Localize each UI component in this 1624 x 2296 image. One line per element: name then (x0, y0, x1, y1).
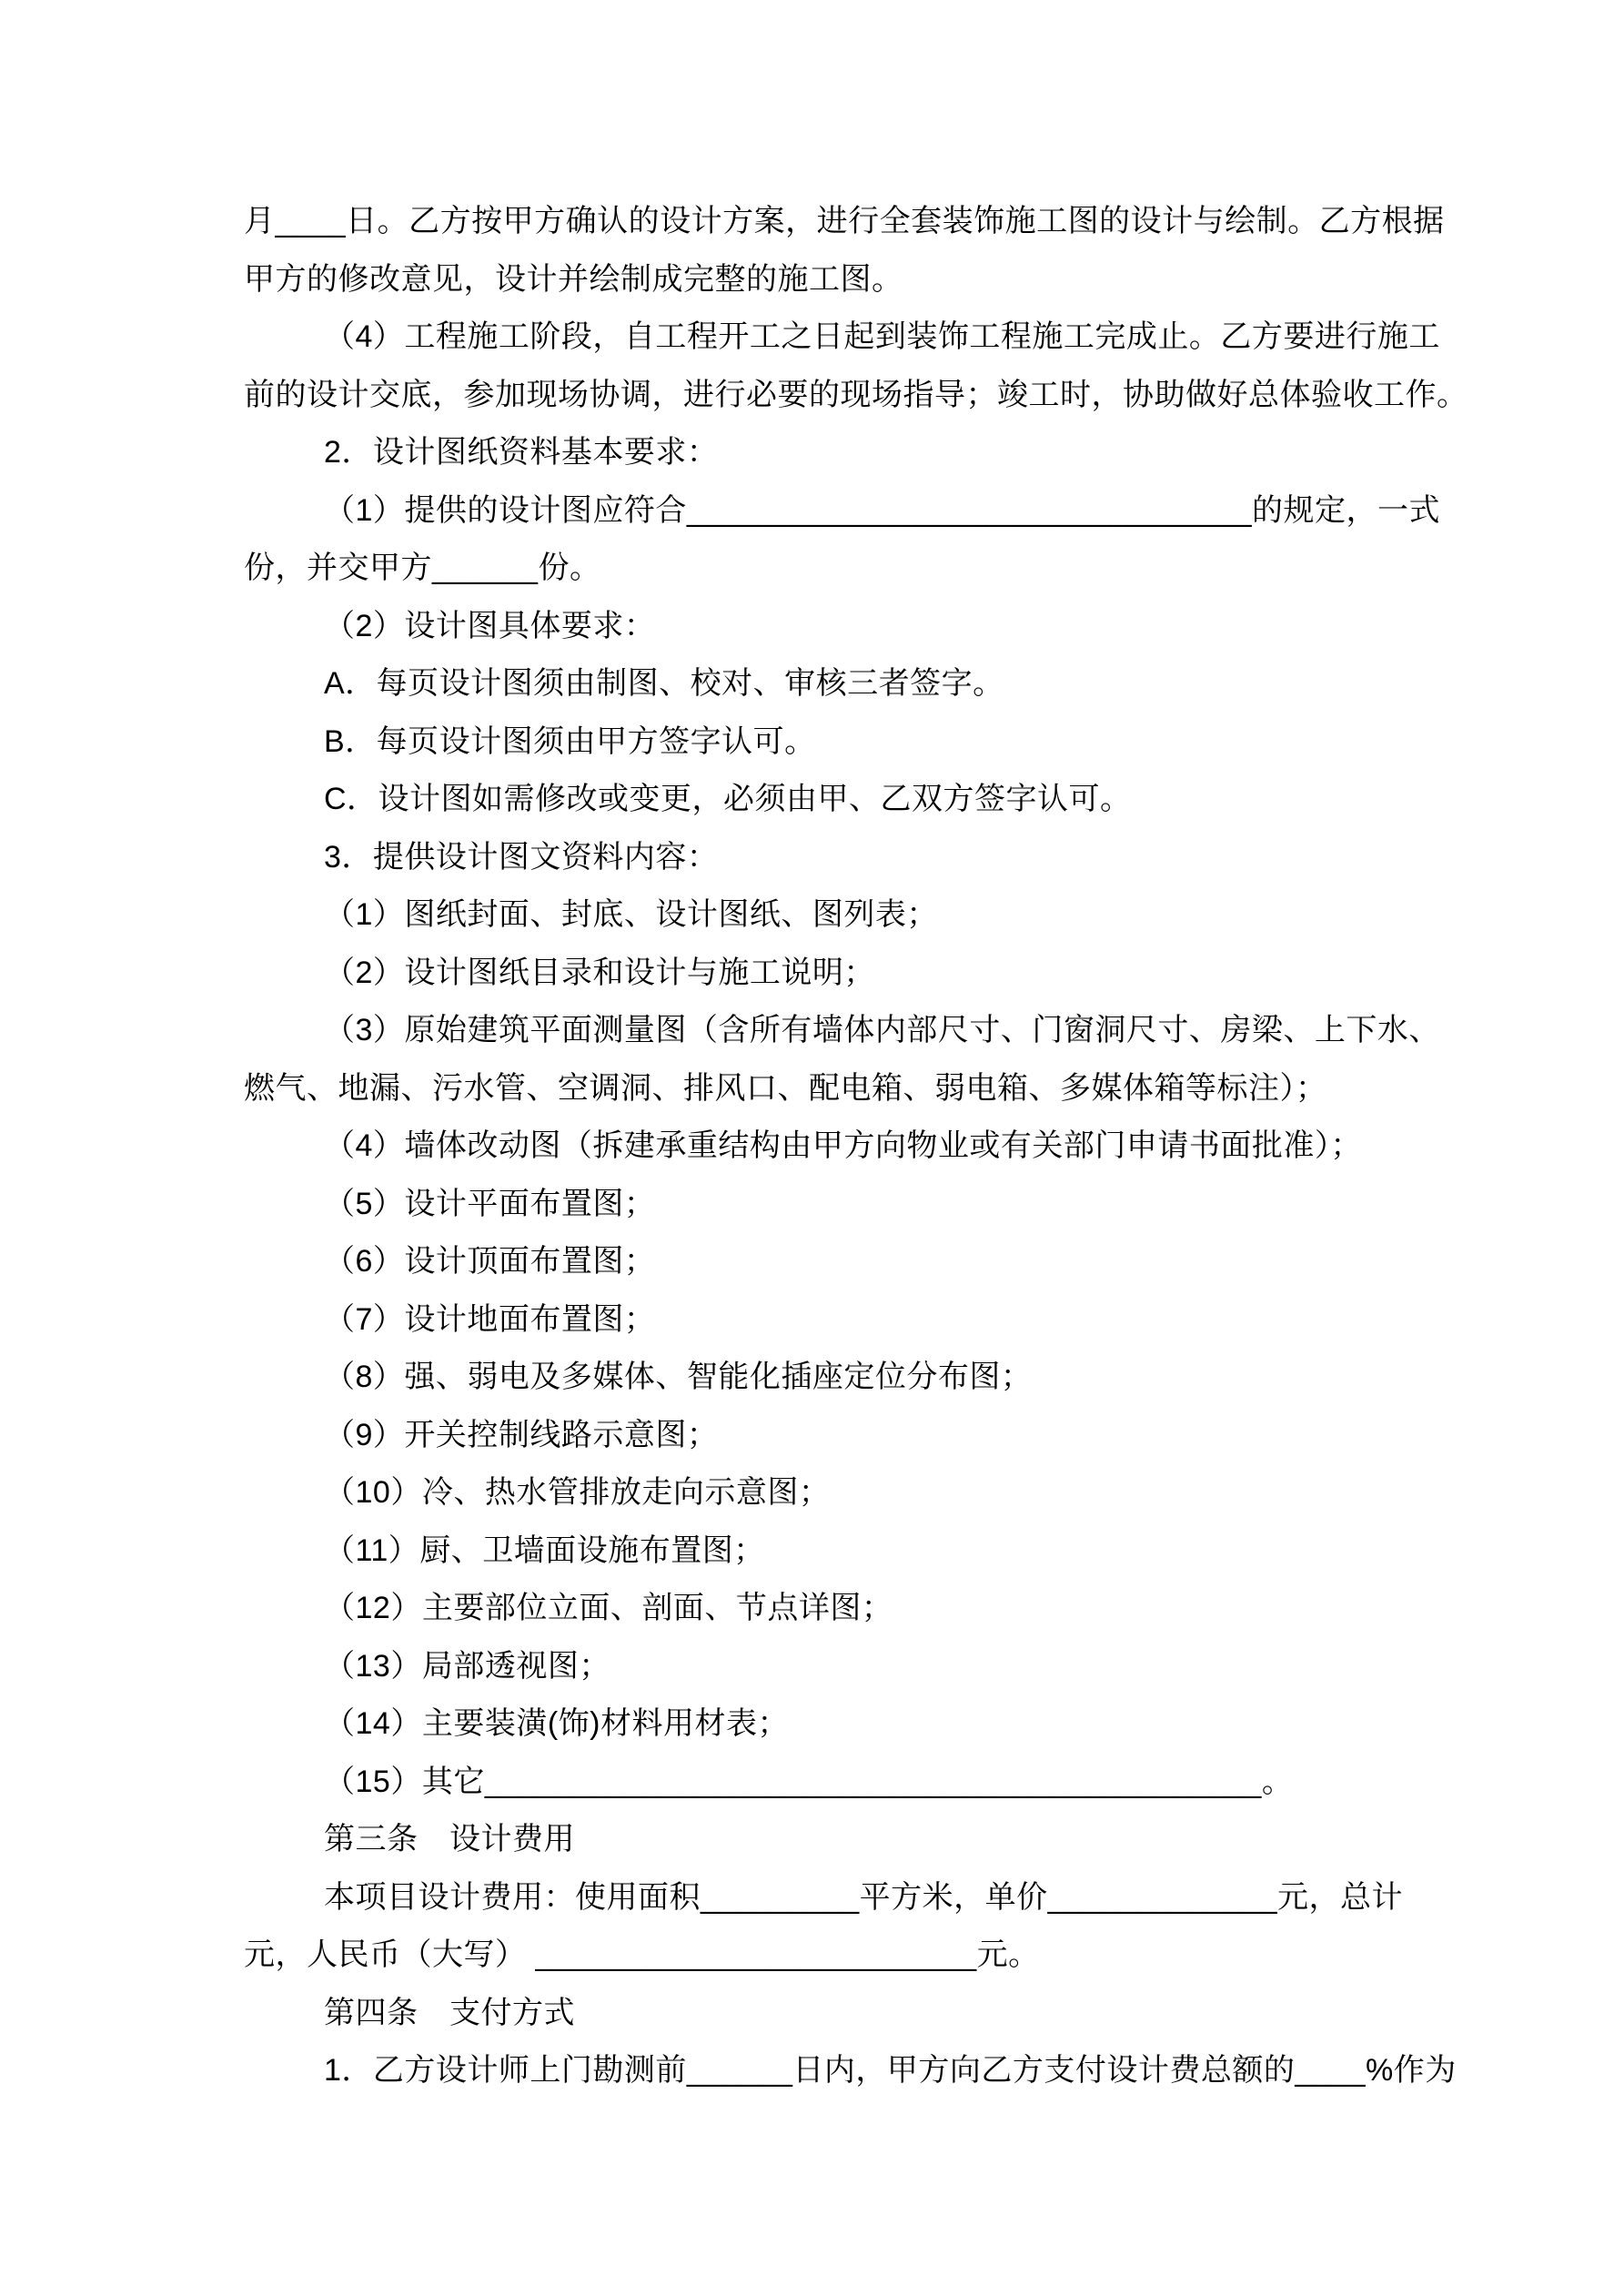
document-line: 甲方的修改意见，设计并绘制成完整的施工图。 (244, 261, 903, 297)
document-line: （14）主要装潢(饰)材料用材表； (324, 1706, 789, 1741)
document-line: （2）设计图具体要求： (324, 608, 656, 643)
document-line: （3）原始建筑平面测量图（含所有墙体内部尺寸、门窗洞尺寸、房梁、上下水、 (324, 1013, 1440, 1047)
document-line: 1．乙方设计师上门勘测前______日内，甲方向乙方支付设计费总额的____%作为 (324, 2053, 1457, 2088)
document-line: （4）墙体改动图（拆建承重结构由甲方向物业或有关部门申请书面批准）； (324, 1128, 1362, 1163)
document-line: （5）设计平面布置图； (324, 1186, 656, 1221)
document-line: 燃气、地漏、污水管、空调洞、排风口、配电箱、弱电箱、多媒体箱等标注）； (244, 1070, 1327, 1106)
document-line: （7）设计地面布置图； (324, 1301, 656, 1337)
document-line: （6）设计顶面布置图； (324, 1244, 656, 1279)
document-line: （4）工程施工阶段，自工程开工之日起到装饰工程施工完成止。乙方要进行施工 (324, 319, 1440, 354)
document-line: 2．设计图纸资料基本要求： (324, 435, 719, 470)
document-line: （1）图纸封面、封底、设计图纸、图列表； (324, 897, 938, 932)
document-line: 本项目设计费用：使用面积_________平方米，单价_____________元，总计 (324, 1879, 1404, 1915)
document-line: （9）开关控制线路示意图； (324, 1417, 719, 1452)
document-line: 第四条 支付方式 (324, 1995, 575, 2030)
contract-text-block (244, 193, 1468, 2100)
document-line: （13）局部透视图； (324, 1648, 610, 1684)
document-line: （1）提供的设计图应符合________________________________的规定，一式 (324, 492, 1441, 528)
document-line: C．设计图如需修改或变更，必须由甲、乙双方签字认可。 (324, 782, 1132, 816)
document-line: 份，并交甲方______份。 (244, 551, 601, 585)
document-line: 月____日。乙方按甲方确认的设计方案，进行全套装饰施工图的设计与绘制。乙方根据 (244, 204, 1445, 238)
document-line: （12）主要部位立面、剖面、节点详图； (324, 1591, 893, 1625)
document-line: （10）冷、热水管排放走向示意图； (324, 1475, 831, 1510)
document-line: （2）设计图纸目录和设计与施工说明； (324, 955, 875, 990)
document-line: A．每页设计图须由制图、校对、审核三者签字。 (324, 666, 1004, 701)
document-line: （11）厨、卫墙面设施布置图； (324, 1532, 765, 1568)
document-line: 第三条 设计费用 (324, 1822, 575, 1856)
document-line: B．每页设计图须由甲方签字认可。 (324, 723, 816, 759)
document-line: （8）强、弱电及多媒体、智能化插座定位分布图； (324, 1360, 1033, 1394)
document-line: 元，人民币（大写） _________________________元。 (244, 1937, 1040, 1972)
document-line: 前的设计交底，参加现场协调，进行必要的现场指导；竣工时，协助做好总体验收工作。 (244, 377, 1468, 412)
document-line: （15）其它____________________________________________。 (324, 1764, 1294, 1799)
document-line: 3．提供设计图文资料内容： (324, 839, 719, 875)
